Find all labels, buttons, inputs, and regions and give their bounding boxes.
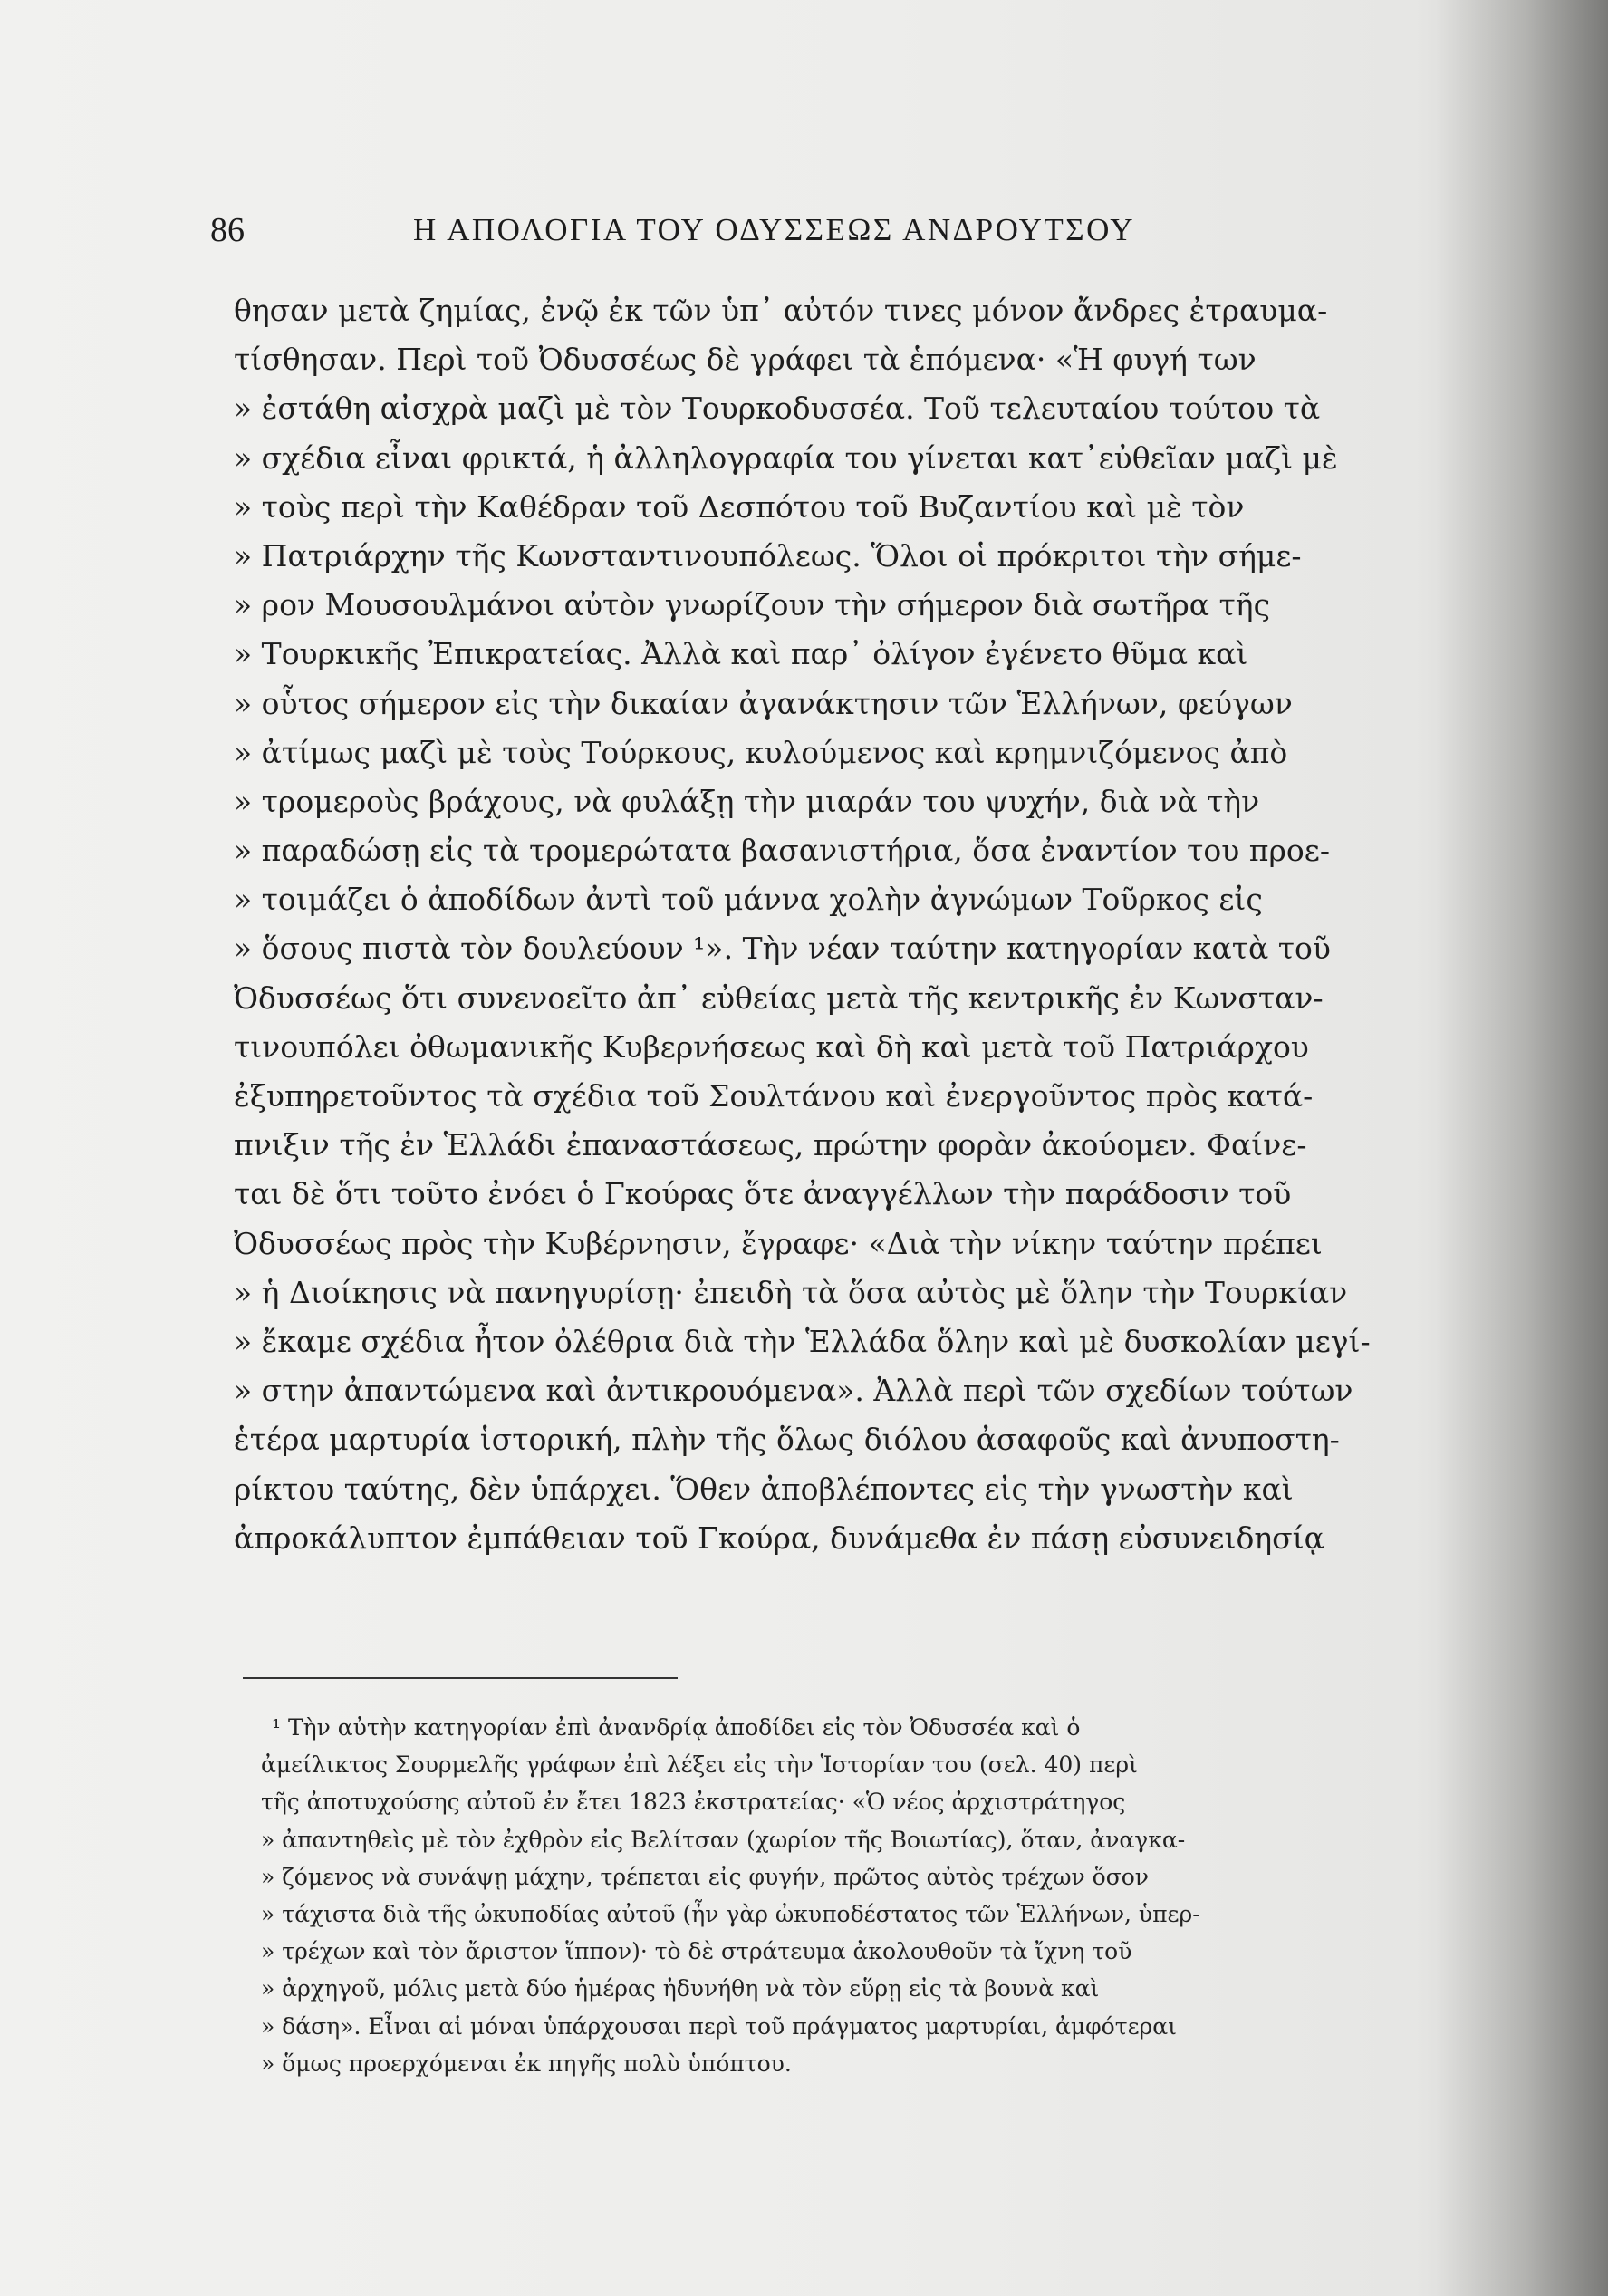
body-line: » στην ἀπαντώμενα καὶ ἀντικρουόμενα». Ἀλλὰ περὶ τῶν σχεδίων τούτων — [234, 1373, 1353, 1409]
body-line: » Τουρκικῆς Ἐπικρατείας. Ἀλλὰ καὶ παρ᾽ ὀλίγον ἐγένετο θῦμα καὶ — [234, 636, 1248, 672]
body-line: τίσθησαν. Περὶ τοῦ Ὀδυσσέως δὲ γράφει τὰ ἑπόμενα· «Ἡ φυγή των — [234, 342, 1257, 378]
body-line: πνιξιν τῆς ἐν Ἑλλάδι ἐπαναστάσεως, πρώτην φορὰν ἀκούομεν. Φαίνε- — [234, 1127, 1307, 1163]
body-line: » σχέδια εἶναι φρικτά, ἡ ἀλληλογραφία του γίνεται κατ᾽εὐθεῖαν μαζὶ μὲ — [234, 439, 1338, 476]
body-line: » ρον Μουσουλμάνοι αὐτὸν γνωρίζουν τὴν σήμερον διὰ σωτῆρα τῆς — [234, 587, 1271, 623]
body-line: Ὀδυσσέως πρὸς τὴν Κυβέρνησιν, ἔγραφε· «Διὰ τὴν νίκην ταύτην πρέπει — [234, 1225, 1323, 1261]
footnote-line: ¹ Τὴν αὐτὴν κατηγορίαν ἐπὶ ἀνανδρίᾳ ἀποδίδει εἰς τὸν Ὀδυσσέα καὶ ὁ — [272, 1714, 1081, 1741]
body-line: » τρομεροὺς βράχους, νὰ φυλάξῃ τὴν μιαράν του ψυχήν, διὰ νὰ τὴν — [234, 783, 1260, 819]
page-header — [210, 210, 1415, 252]
body-line: ἀπροκάλυπτον ἐμπάθειαν τοῦ Γκούρα, δυνάμεθα ἐν πάσῃ εὐσυνειδησίᾳ — [234, 1519, 1324, 1556]
body-line: ται δὲ ὅτι τοῦτο ἐνόει ὁ Γκούρας ὅτε ἀναγγέλλων τὴν παράδοσιν τοῦ — [234, 1176, 1292, 1212]
binding-shadow — [1436, 0, 1608, 2296]
body-line: » τοὺς περὶ τὴν Καθέδραν τοῦ Δεσπότου τοῦ Βυζαντίου καὶ μὲ τὸν — [234, 488, 1245, 525]
body-line: » ἐστάθη αἰσχρὰ μαζὶ μὲ τὸν Τουρκοδυσσέα. Τοῦ τελευταίου τούτου τὰ — [234, 391, 1321, 427]
footnote-divider — [243, 1677, 678, 1679]
footnote-line: » τάχιστα διὰ τῆς ὠκυποδίας αὐτοῦ (ἦν γὰρ ὠκυποδέστατος τῶν Ἑλλήνων, ὑπερ- — [261, 1900, 1200, 1927]
footnotes — [261, 1709, 1411, 2082]
page-number: 86 — [210, 211, 245, 249]
footnote-line: » δάση». Εἶναι αἱ μόναι ὑπάρχουσαι περὶ τοῦ πράγματος μαρτυρίαι, ἀμφότεραι — [261, 2012, 1177, 2040]
footnote-line: » τρέχων καὶ τὸν ἄριστον ἵππον)· τὸ δὲ στράτευμα ἀκολουθοῦν τὰ ἴχνη τοῦ — [261, 1938, 1132, 1965]
body-line: ἑτέρα μαρτυρία ἱστορική, πλὴν τῆς ὅλως διόλου ἀσαφοῦς καὶ ἀνυποστη- — [234, 1422, 1340, 1458]
body-line: » ἀτίμως μαζὶ μὲ τοὺς Τούρκους, κυλούμενος καὶ κρημνιζόμενος ἀπὸ — [234, 734, 1288, 770]
footnote-line: ἀμείλικτος Σουρμελῆς γράφων ἐπὶ λέξει εἰς τὴν Ἱστορίαν του (σελ. 40) περὶ — [261, 1751, 1138, 1779]
footnote-line: » ἀρχηγοῦ, μόλις μετὰ δύο ἡμέρας ἠδυνήθη νὰ τὸν εὕρῃ εἰς τὰ βουνὰ καὶ — [261, 1975, 1100, 2002]
body-line: » ἡ Διοίκησις νὰ πανηγυρίσῃ· ἐπειδὴ τὰ ὅσα αὐτὸς μὲ ὅλην τὴν Τουρκίαν — [234, 1274, 1348, 1310]
body-line: » Πατριάρχην τῆς Κωνσταντινουπόλεως. Ὅλοι οἱ πρόκριτοι τὴν σήμε- — [234, 537, 1302, 574]
body-line: τινουπόλει ὀθωμανικῆς Κυβερνήσεως καὶ δὴ καὶ μετὰ τοῦ Πατριάρχου — [234, 1028, 1309, 1065]
body-line: » ἔκαμε σχέδια ἦτον ὀλέθρια διὰ τὴν Ἑλλάδα ὅλην καὶ μὲ δυσκολίαν μεγί- — [234, 1323, 1371, 1359]
body-line: Ὀδυσσέως ὅτι συνενοεῖτο ἀπ᾽ εὐθείας μετὰ τῆς κεντρικῆς ἐν Κωνσταν- — [234, 979, 1324, 1016]
body-line: » ὅσους πιστὰ τὸν δουλεύουν ¹». Τὴν νέαν ταύτην κατηγορίαν κατὰ τοῦ — [234, 931, 1331, 967]
footnote-line: τῆς ἀποτυχούσης αὐτοῦ ἐν ἔτει 1823 ἐκστρατείας· «Ὁ νέος ἀρχιστράτηγος — [261, 1789, 1126, 1816]
footnote-line: » ἀπαντηθεὶς μὲ τὸν ἐχθρὸν εἰς Βελίτσαν (χωρίον τῆς Βοιωτίας), ὅταν, ἀναγκα- — [261, 1826, 1186, 1853]
footnote-line: » ὅμως προερχόμεναι ἐκ πηγῆς πολὺ ὑπόπτου. — [261, 2050, 792, 2077]
body-text — [234, 286, 1404, 1563]
body-line: » παραδώσῃ εἰς τὰ τρομερώτατα βασανιστήρια, ὅσα ἐναντίον του προε- — [234, 833, 1330, 869]
body-line: » τοιμάζει ὁ ἀποδίδων ἀντὶ τοῦ μάννα χολὴν ἀγνώμων Τοῦρκος εἰς — [234, 882, 1263, 918]
footnote-line: » ζόμενος νὰ συνάψῃ μάχην, τρέπεται εἰς φυγήν, πρῶτος αὐτὸς τρέχων ὅσον — [261, 1863, 1150, 1890]
body-line: θησαν μετὰ ζημίας, ἐνῷ ἐκ τῶν ὑπ᾽ αὐτόν τινες μόνον ἄνδρες ἐτραυμα- — [234, 293, 1328, 328]
body-line: ἐξυπηρετοῦντος τὰ σχέδια τοῦ Σουλτάνου καὶ ἐνεργοῦντος πρὸς κατά- — [234, 1078, 1314, 1114]
body-line: » οὗτος σήμερον εἰς τὴν δικαίαν ἀγανάκτησιν τῶν Ἑλλήνων, φεύγων — [234, 685, 1293, 721]
running-head: Η ΑΠΟΛΟΓΙΑ ΤΟΥ ΟΔΥΣΣΕΩΣ ΑΝΔΡΟΥΤΣΟΥ — [413, 212, 1135, 247]
body-line: ρίκτου ταύτης, δὲν ὑπάρχει. Ὅθεν ἀποβλέποντες εἰς τὴν γνωστὴν καὶ — [234, 1471, 1294, 1507]
